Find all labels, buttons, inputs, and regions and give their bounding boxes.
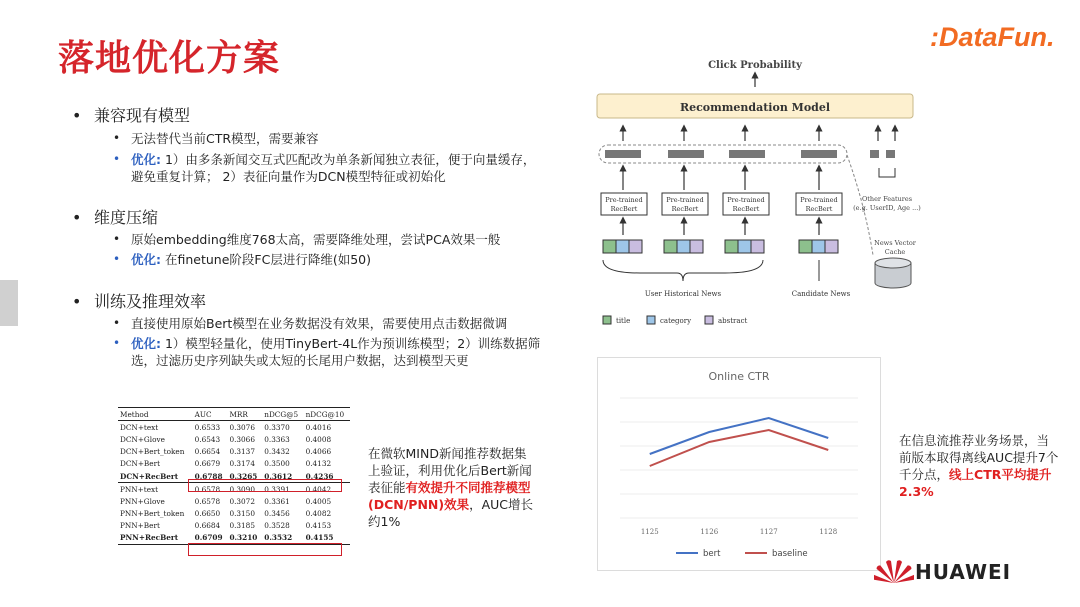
bullet-icon: •	[72, 106, 82, 125]
click-probability-label: Click Probability	[708, 60, 802, 71]
table-row: PNN+Glove 0.6578 0.3072 0.3361 0.4005	[120, 496, 332, 506]
bullet-icon: •	[72, 208, 82, 227]
table-row: DCN+text 0.6533 0.3076 0.3370 0.4016	[120, 422, 332, 432]
huawei-logo-icon	[874, 553, 914, 587]
recbert-block	[662, 193, 708, 215]
bullet-icon: •	[113, 131, 121, 145]
table-row: DCN+Bert 0.6679 0.3174 0.3500 0.4132	[120, 459, 332, 469]
table-header-cell: Method	[120, 409, 149, 419]
section-item: • 原始embedding维度768太高，需要降维处理，尝试PCA效果一般	[113, 232, 501, 247]
huawei-brand: HUAWEI	[915, 560, 1012, 584]
section-heading-compat: • 兼容现有模型	[72, 106, 191, 125]
recbert-block	[796, 193, 842, 215]
legend-label: baseline	[772, 549, 808, 559]
x-tick-label: 1128	[819, 528, 838, 536]
bullet-icon: •	[113, 252, 121, 266]
x-tick-label: 1125	[640, 528, 659, 536]
table-row-best: DCN+RecBert 0.6788 0.3265 0.3612 0.4236	[120, 471, 334, 481]
table-row: PNN+Bert 0.6684 0.3185 0.3528 0.4153	[120, 521, 332, 531]
database-icon	[875, 258, 911, 288]
bullet-icon: •	[113, 152, 121, 166]
section-item: • 无法替代当前CTR模型，需要兼容	[113, 131, 319, 146]
chart-svg	[598, 358, 880, 570]
page-title: 落地优化方案	[58, 38, 281, 79]
datafun-logo: :DataFun.	[930, 22, 1055, 52]
x-tick-label: 1126	[700, 528, 719, 536]
recbert-block	[601, 193, 647, 215]
history-brace	[603, 260, 763, 281]
highlight-box-dcn	[188, 479, 342, 492]
svg-text:Pre-trained: Pre-trained	[666, 196, 704, 204]
bullet-icon: •	[113, 336, 121, 350]
candidate-label: Candidate News	[791, 290, 851, 298]
table-row-best: PNN+RecBert 0.6709 0.3210 0.3532 0.4155	[118, 532, 350, 545]
svg-text:abstract: abstract	[718, 317, 748, 325]
table-row: DCN+Glove 0.6543 0.3066 0.3363 0.4008	[120, 434, 332, 444]
cache-label: News Vector	[874, 239, 916, 247]
table-header-cell: AUC	[194, 409, 212, 419]
table-row: DCN+Bert_token 0.6654 0.3137 0.3432 0.4066	[120, 447, 332, 457]
cache-label-2: Cache	[884, 248, 906, 256]
svg-text:RecBert: RecBert	[671, 205, 699, 213]
business-note: 在信息流推荐业务场景，当前版本取得离线AUC提升7个千分点，线上CTR平均提升2.3%	[899, 433, 1059, 499]
svg-text:title: title	[616, 317, 631, 325]
section-item-optimization: • 优化: 1）模型轻量化，使用TinyBert-4L作为预训练模型；2）训练数据筛选，过滤历史序列缺失或太短的长尾用户数据，达到模型天更	[113, 336, 541, 368]
legend-label: bert	[703, 549, 721, 559]
x-tick-label: 1127	[759, 528, 778, 536]
bullet-icon: •	[72, 292, 82, 311]
series-line-baseline	[650, 430, 829, 466]
svg-text:RecBert: RecBert	[805, 205, 833, 213]
results-table	[118, 407, 350, 545]
bullet-icon: •	[113, 232, 121, 246]
side-tab	[0, 280, 18, 326]
chart-title: Online CTR	[708, 370, 770, 383]
recbert-block	[723, 193, 769, 215]
table-header-cell: nDCG@10	[305, 409, 345, 419]
svg-text:RecBert: RecBert	[610, 205, 638, 213]
highlight-box-pnn	[188, 543, 342, 556]
section-heading-efficiency: • 训练及推理效率	[72, 292, 207, 311]
other-features-label: Other Features	[861, 195, 913, 203]
news-input-boxes	[603, 240, 838, 253]
architecture-diagram	[595, 55, 945, 330]
section-item-optimization: • 优化: 在finetune阶段FC层进行降维(如50)	[113, 252, 371, 267]
svg-text:Pre-trained: Pre-trained	[727, 196, 765, 204]
table-row: PNN+Bert_token 0.6650 0.3150 0.3456 0.4082	[120, 509, 332, 519]
bullet-icon: •	[113, 316, 121, 330]
table-row: PNN+text 0.6578 0.3090 0.3391 0.4042	[118, 483, 350, 496]
table-header-cell: nDCG@5	[264, 409, 299, 419]
other-features-example: (e.g. UserID, Age ...)	[853, 204, 921, 212]
svg-text:Pre-trained: Pre-trained	[605, 196, 643, 204]
svg-text:category: category	[660, 317, 692, 325]
vector-blocks	[605, 150, 895, 158]
legend	[603, 316, 747, 325]
table-header-cell: MRR	[229, 409, 248, 419]
section-heading-dim: • 维度压缩	[72, 208, 159, 227]
online-ctr-chart	[597, 357, 881, 571]
features-bracket	[879, 168, 895, 177]
svg-text:Pre-trained: Pre-trained	[800, 196, 838, 204]
user-history-label: User Historical News	[644, 290, 722, 298]
section-item: • 直接使用原始Bert模型在业务数据没有效果，需要使用点击数据微调	[113, 316, 508, 331]
table-header-row	[118, 408, 350, 421]
svg-text:RecBert: RecBert	[732, 205, 760, 213]
mind-note: 在微软MIND新闻推荐数据集上验证，利用优化后Bert新闻表征能有效提升不同推荐模型(DCN/PNN)效果，AUC增长约1%	[368, 446, 534, 529]
section-item-optimization: • 优化: 1）由多条新闻交互式匹配改为单条新闻独立表征，便于向量缓存，避免重复计算； 2）表征向量作为DCN模型特征或初始化	[113, 152, 536, 184]
recommendation-model-label: Recommendation Model	[679, 101, 831, 114]
